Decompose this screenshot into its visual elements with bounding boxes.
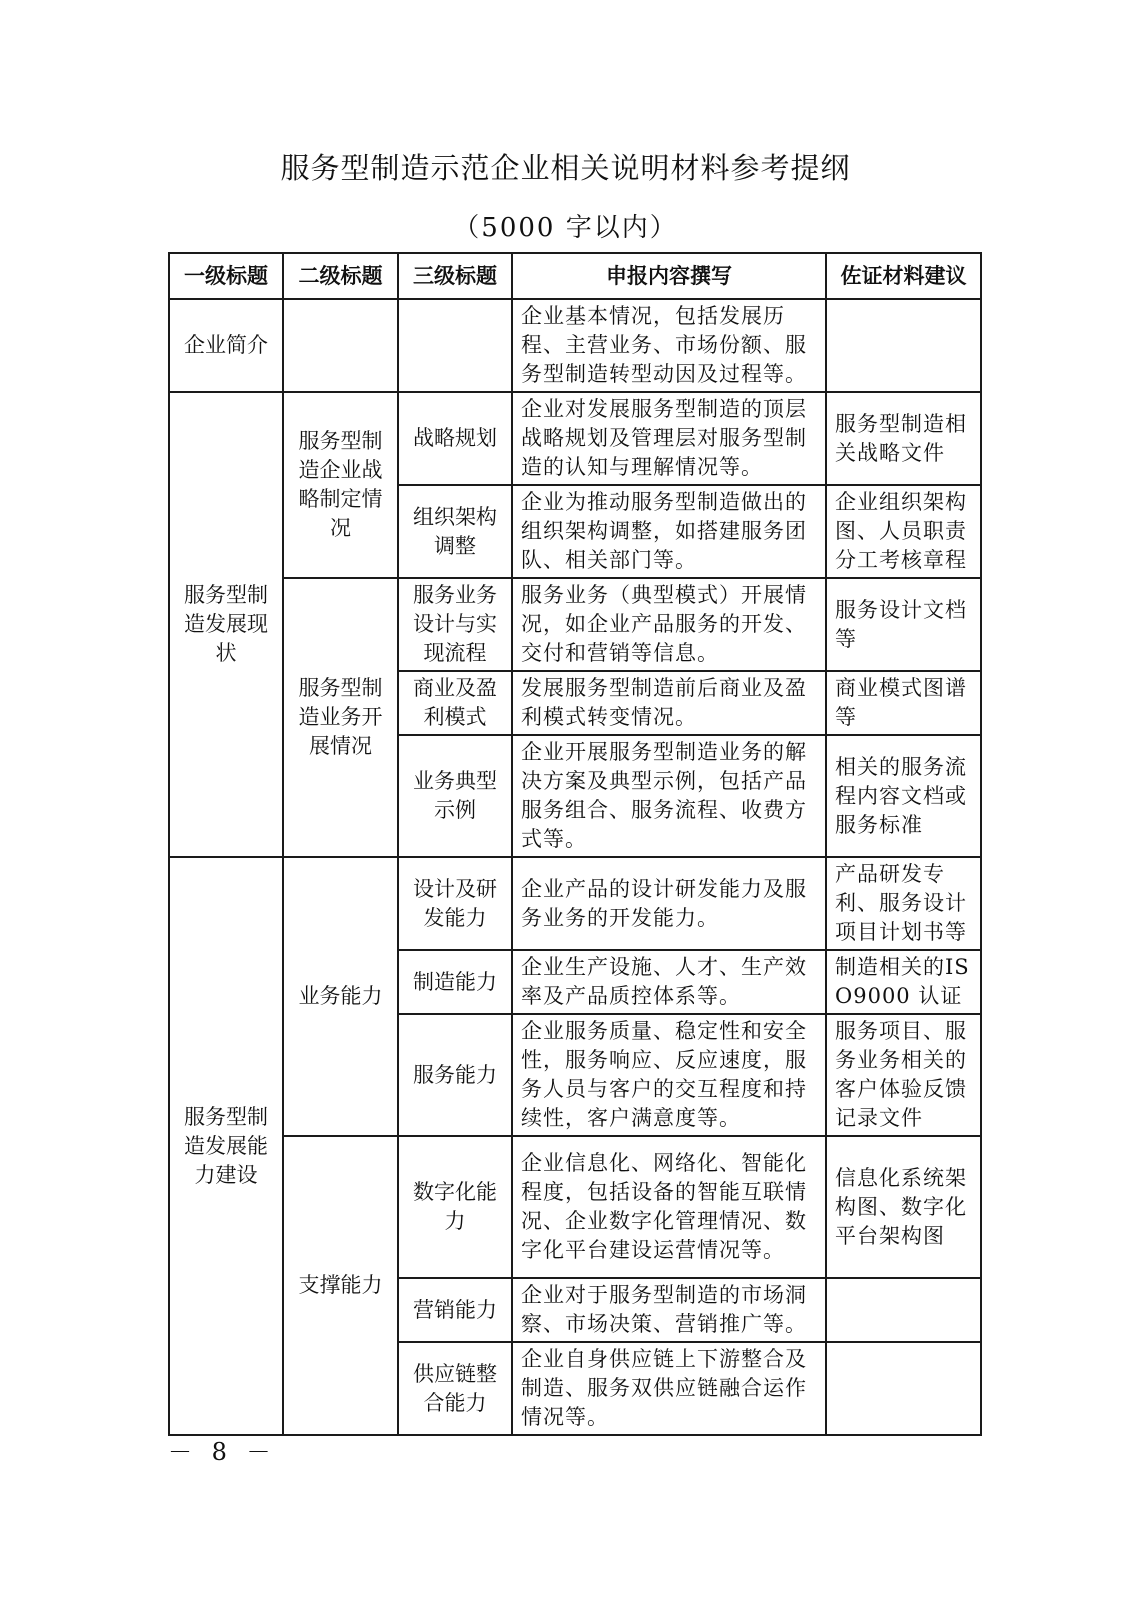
level3-cell: 数字化能力 [398, 1136, 512, 1278]
evidence-cell [826, 1342, 981, 1435]
level3-cell: 商业及盈利模式 [398, 671, 512, 735]
evidence-cell: 服务项目、服务业务相关的客户体验反馈记录文件 [826, 1014, 981, 1136]
level3-cell: 设计及研发能力 [398, 857, 512, 950]
content-cell: 企业自身供应链上下游整合及制造、服务双供应链融合运作情况等。 [512, 1342, 826, 1435]
evidence-cell: 商业模式图谱等 [826, 671, 981, 735]
header-evidence: 佐证材料建议 [826, 253, 981, 299]
evidence-cell: 制造相关的ISO9000 认证 [826, 950, 981, 1014]
outline-table [168, 252, 982, 1436]
content-cell: 企业对于服务型制造的市场洞察、市场决策、营销推广等。 [512, 1278, 826, 1342]
level3-cell: 供应链整合能力 [398, 1342, 512, 1435]
table-header-row [169, 253, 981, 299]
document-title: 服务型制造示范企业相关说明材料参考提纲 [280, 151, 851, 185]
level1-cell: 服务型制造发展能力建设 [169, 857, 283, 1435]
page-number: － 8 － [168, 1438, 277, 1466]
content-cell: 企业服务质量、稳定性和安全性，服务响应、反应速度，服务人员与客户的交互程度和持续性，客户满意度等。 [512, 1014, 826, 1136]
header-level1: 一级标题 [169, 253, 283, 299]
level1-cell: 企业简介 [169, 299, 283, 392]
level2-cell: 业务能力 [283, 857, 398, 1136]
table-row [169, 578, 981, 671]
content-cell: 发展服务型制造前后商业及盈利模式转变情况。 [512, 671, 826, 735]
content-cell: 企业对发展服务型制造的顶层战略规划及管理层对服务型制造的认知与理解情况等。 [512, 392, 826, 485]
header-level2: 二级标题 [283, 253, 398, 299]
evidence-cell: 相关的服务流程内容文档或服务标准 [826, 735, 981, 857]
content-cell: 企业产品的设计研发能力及服务业务的开发能力。 [512, 857, 826, 950]
level2-cell [283, 299, 398, 392]
level3-cell: 组织架构调整 [398, 485, 512, 578]
evidence-cell: 产品研发专利、服务设计项目计划书等 [826, 857, 981, 950]
evidence-cell: 服务设计文档等 [826, 578, 981, 671]
evidence-cell [826, 299, 981, 392]
content-cell: 企业为推动服务型制造做出的组织架构调整，如搭建服务团队、相关部门等。 [512, 485, 826, 578]
level2-cell: 服务型制造企业战略制定情况 [283, 392, 398, 578]
evidence-cell: 服务型制造相关战略文件 [826, 392, 981, 485]
content-cell: 企业开展服务型制造业务的解决方案及典型示例，包括产品服务组合、服务流程、收费方式等。 [512, 735, 826, 857]
content-cell: 服务业务（典型模式）开展情况，如企业产品服务的开发、交付和营销等信息。 [512, 578, 826, 671]
level1-cell: 服务型制造发展现状 [169, 392, 283, 857]
content-cell: 企业基本情况，包括发展历程、主营业务、市场份额、服务型制造转型动因及过程等。 [512, 299, 826, 392]
level2-cell: 服务型制造业务开展情况 [283, 578, 398, 857]
level3-cell: 服务能力 [398, 1014, 512, 1136]
level3-cell: 营销能力 [398, 1278, 512, 1342]
table-row [169, 857, 981, 950]
table-row [169, 392, 981, 485]
header-level3: 三级标题 [398, 253, 512, 299]
content-cell: 企业生产设施、人才、生产效率及产品质控体系等。 [512, 950, 826, 1014]
level3-cell: 战略规划 [398, 392, 512, 485]
content-cell: 企业信息化、网络化、智能化程度，包括设备的智能互联情况、企业数字化管理情况、数字化平台建设运营情况等。 [512, 1136, 826, 1278]
header-content: 申报内容撰写 [512, 253, 826, 299]
evidence-cell: 信息化系统架构图、数字化平台架构图 [826, 1136, 981, 1278]
evidence-cell [826, 1278, 981, 1342]
table-row [169, 1136, 981, 1278]
level3-cell: 业务典型示例 [398, 735, 512, 857]
evidence-cell: 企业组织架构图、人员职责分工考核章程 [826, 485, 981, 578]
table-row [169, 299, 981, 392]
level3-cell: 服务业务设计与实现流程 [398, 578, 512, 671]
level2-cell: 支撑能力 [283, 1136, 398, 1435]
level3-cell: 制造能力 [398, 950, 512, 1014]
document-subtitle: （5000 字以内） [453, 213, 678, 243]
level3-cell [398, 299, 512, 392]
